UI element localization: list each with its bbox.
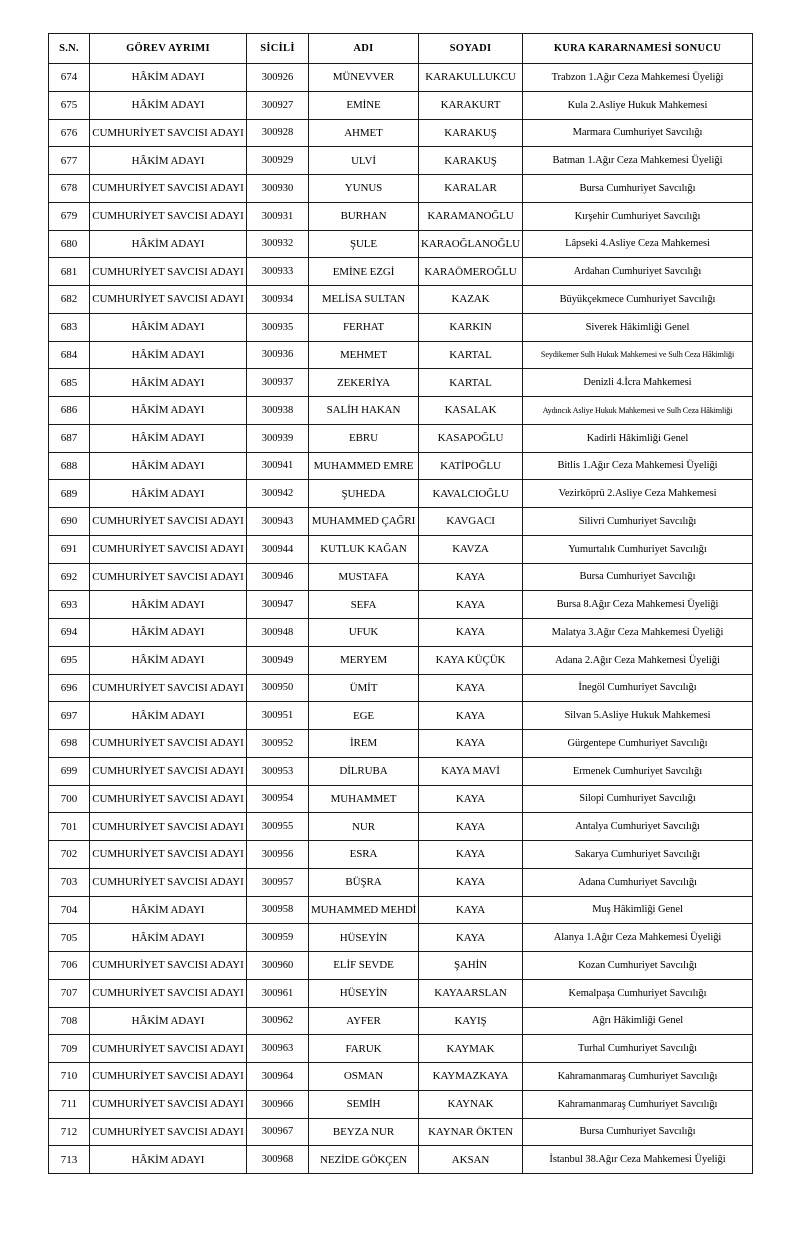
- cell-adi: ŞUHEDA: [309, 480, 419, 508]
- cell-soyadi: KAYNAR ÖKTEN: [419, 1118, 523, 1146]
- cell-gorev-ayrimi: CUMHURİYET SAVCISI ADAYI: [90, 119, 247, 147]
- table-row: [49, 646, 753, 674]
- cell-kura-sonucu: Bursa 8.Ağır Ceza Mahkemesi Üyeliği: [523, 591, 753, 619]
- cell-gorev-ayrimi: HÂKİM ADAYI: [90, 924, 247, 952]
- cell-sicili: 300964: [247, 1063, 309, 1091]
- column-header-kura-kararnamesi-sonucu: KURA KARARNAMESİ SONUCU: [523, 34, 753, 64]
- table-row: [49, 258, 753, 286]
- cell-gorev-ayrimi: HÂKİM ADAYI: [90, 896, 247, 924]
- cell-soyadi: KAVGACI: [419, 508, 523, 536]
- cell-adi: NEZİDE GÖKÇEN: [309, 1146, 419, 1174]
- cell-adi: MERYEM: [309, 646, 419, 674]
- cell-kura-sonucu: Ermenek Cumhuriyet Savcılığı: [523, 757, 753, 785]
- cell-adi: EMİNE: [309, 91, 419, 119]
- cell-adi: YUNUS: [309, 175, 419, 203]
- cell-kura-sonucu: Kahramanmaraş Cumhuriyet Savcılığı: [523, 1063, 753, 1091]
- cell-sn: 684: [49, 341, 90, 369]
- cell-kura-sonucu: İnegöl Cumhuriyet Savcılığı: [523, 674, 753, 702]
- cell-sn: 710: [49, 1063, 90, 1091]
- cell-sicili: 300960: [247, 952, 309, 980]
- cell-sn: 690: [49, 508, 90, 536]
- cell-gorev-ayrimi: CUMHURİYET SAVCISI ADAYI: [90, 202, 247, 230]
- table-row: [49, 147, 753, 175]
- cell-gorev-ayrimi: CUMHURİYET SAVCISI ADAYI: [90, 841, 247, 869]
- table-row: [49, 202, 753, 230]
- cell-adi: SEFA: [309, 591, 419, 619]
- cell-soyadi: KAYA: [419, 563, 523, 591]
- cell-sicili: 300931: [247, 202, 309, 230]
- cell-adi: MUSTAFA: [309, 563, 419, 591]
- cell-gorev-ayrimi: CUMHURİYET SAVCISI ADAYI: [90, 175, 247, 203]
- cell-sn: 693: [49, 591, 90, 619]
- cell-soyadi: KATİPOĞLU: [419, 452, 523, 480]
- cell-soyadi: KASALAK: [419, 397, 523, 425]
- cell-adi: MÜNEVVER: [309, 64, 419, 92]
- cell-kura-sonucu: Marmara Cumhuriyet Savcılığı: [523, 119, 753, 147]
- cell-sn: 675: [49, 91, 90, 119]
- cell-sn: 712: [49, 1118, 90, 1146]
- cell-gorev-ayrimi: CUMHURİYET SAVCISI ADAYI: [90, 674, 247, 702]
- cell-sn: 706: [49, 952, 90, 980]
- cell-sicili: 300946: [247, 563, 309, 591]
- cell-adi: AHMET: [309, 119, 419, 147]
- cell-kura-sonucu: Kemalpaşa Cumhuriyet Savcılığı: [523, 979, 753, 1007]
- table-row: [49, 508, 753, 536]
- cell-kura-sonucu: Aydıncık Asliye Hukuk Mahkemesi ve Sulh Ceza Hâkimliği: [523, 397, 753, 425]
- cell-sicili: 300952: [247, 730, 309, 758]
- cell-sn: 699: [49, 757, 90, 785]
- cell-kura-sonucu: Bitlis 1.Ağır Ceza Mahkemesi Üyeliği: [523, 452, 753, 480]
- cell-sicili: 300968: [247, 1146, 309, 1174]
- table-header: [49, 34, 753, 64]
- cell-gorev-ayrimi: CUMHURİYET SAVCISI ADAYI: [90, 258, 247, 286]
- table-row: [49, 1007, 753, 1035]
- cell-gorev-ayrimi: CUMHURİYET SAVCISI ADAYI: [90, 757, 247, 785]
- table-row: [49, 785, 753, 813]
- cell-soyadi: KAYA: [419, 896, 523, 924]
- cell-sicili: 300935: [247, 313, 309, 341]
- cell-soyadi: KARAKUŞ: [419, 119, 523, 147]
- cell-sn: 691: [49, 535, 90, 563]
- cell-kura-sonucu: Seydikemer Sulh Hukuk Mahkemesi ve Sulh Ceza Hâkimliği: [523, 341, 753, 369]
- cell-sicili: 300937: [247, 369, 309, 397]
- cell-sn: 682: [49, 286, 90, 314]
- cell-kura-sonucu: Bursa Cumhuriyet Savcılığı: [523, 175, 753, 203]
- cell-sn: 702: [49, 841, 90, 869]
- cell-adi: MUHAMMED MEHDİ: [309, 896, 419, 924]
- cell-kura-sonucu: Kırşehir Cumhuriyet Savcılığı: [523, 202, 753, 230]
- cell-soyadi: KAYA: [419, 841, 523, 869]
- cell-sicili: 300939: [247, 424, 309, 452]
- cell-gorev-ayrimi: HÂKİM ADAYI: [90, 91, 247, 119]
- cell-soyadi: KARAMANOĞLU: [419, 202, 523, 230]
- cell-sn: 676: [49, 119, 90, 147]
- cell-kura-sonucu: Silivri Cumhuriyet Savcılığı: [523, 508, 753, 536]
- cell-sicili: 300947: [247, 591, 309, 619]
- table-row: [49, 119, 753, 147]
- table-row: [49, 175, 753, 203]
- table-row: [49, 91, 753, 119]
- cell-adi: EMİNE EZGİ: [309, 258, 419, 286]
- cell-adi: ÜMİT: [309, 674, 419, 702]
- cell-adi: UFUK: [309, 619, 419, 647]
- cell-soyadi: AKSAN: [419, 1146, 523, 1174]
- column-header-soyadi: SOYADI: [419, 34, 523, 64]
- cell-sn: 696: [49, 674, 90, 702]
- cell-soyadi: KAVALCIOĞLU: [419, 480, 523, 508]
- cell-sicili: 300956: [247, 841, 309, 869]
- cell-sicili: 300934: [247, 286, 309, 314]
- cell-kura-sonucu: Batman 1.Ağır Ceza Mahkemesi Üyeliği: [523, 147, 753, 175]
- cell-kura-sonucu: Adana Cumhuriyet Savcılığı: [523, 868, 753, 896]
- cell-gorev-ayrimi: CUMHURİYET SAVCISI ADAYI: [90, 286, 247, 314]
- cell-soyadi: KARAOĞLANOĞLU: [419, 230, 523, 258]
- table-row: [49, 535, 753, 563]
- cell-gorev-ayrimi: CUMHURİYET SAVCISI ADAYI: [90, 1063, 247, 1091]
- cell-adi: OSMAN: [309, 1063, 419, 1091]
- cell-sn: 686: [49, 397, 90, 425]
- cell-sicili: 300955: [247, 813, 309, 841]
- cell-sn: 674: [49, 64, 90, 92]
- cell-gorev-ayrimi: HÂKİM ADAYI: [90, 702, 247, 730]
- cell-kura-sonucu: Büyükçekmece Cumhuriyet Savcılığı: [523, 286, 753, 314]
- column-header-adi: ADI: [309, 34, 419, 64]
- cell-sn: 705: [49, 924, 90, 952]
- cell-kura-sonucu: Muş Hâkimliği Genel: [523, 896, 753, 924]
- cell-sicili: 300942: [247, 480, 309, 508]
- cell-soyadi: KAYA: [419, 674, 523, 702]
- cell-soyadi: KAYA: [419, 619, 523, 647]
- cell-soyadi: KAYA: [419, 702, 523, 730]
- cell-sn: 683: [49, 313, 90, 341]
- cell-sicili: 300930: [247, 175, 309, 203]
- cell-sn: 703: [49, 868, 90, 896]
- cell-sn: 698: [49, 730, 90, 758]
- cell-adi: ELİF SEVDE: [309, 952, 419, 980]
- cell-soyadi: KAVZA: [419, 535, 523, 563]
- cell-gorev-ayrimi: HÂKİM ADAYI: [90, 424, 247, 452]
- cell-soyadi: KAYA: [419, 730, 523, 758]
- table-row: [49, 591, 753, 619]
- table-row: [49, 452, 753, 480]
- cell-kura-sonucu: Bursa Cumhuriyet Savcılığı: [523, 563, 753, 591]
- table-row: [49, 841, 753, 869]
- cell-sn: 687: [49, 424, 90, 452]
- cell-sn: 713: [49, 1146, 90, 1174]
- cell-sicili: 300954: [247, 785, 309, 813]
- cell-adi: EBRU: [309, 424, 419, 452]
- cell-gorev-ayrimi: CUMHURİYET SAVCISI ADAYI: [90, 563, 247, 591]
- cell-gorev-ayrimi: CUMHURİYET SAVCISI ADAYI: [90, 1035, 247, 1063]
- cell-sn: 701: [49, 813, 90, 841]
- cell-kura-sonucu: Ardahan Cumhuriyet Savcılığı: [523, 258, 753, 286]
- cell-gorev-ayrimi: CUMHURİYET SAVCISI ADAYI: [90, 952, 247, 980]
- cell-adi: ŞULE: [309, 230, 419, 258]
- cell-sicili: 300953: [247, 757, 309, 785]
- cell-sicili: 300961: [247, 979, 309, 1007]
- cell-sn: 677: [49, 147, 90, 175]
- cell-adi: BEYZA NUR: [309, 1118, 419, 1146]
- cell-soyadi: KAYMAK: [419, 1035, 523, 1063]
- table-row: [49, 702, 753, 730]
- cell-gorev-ayrimi: CUMHURİYET SAVCISI ADAYI: [90, 508, 247, 536]
- cell-kura-sonucu: Kozan Cumhuriyet Savcılığı: [523, 952, 753, 980]
- cell-soyadi: KASAPOĞLU: [419, 424, 523, 452]
- cell-adi: ZEKERİYA: [309, 369, 419, 397]
- cell-sn: 694: [49, 619, 90, 647]
- cell-kura-sonucu: Gürgentepe Cumhuriyet Savcılığı: [523, 730, 753, 758]
- cell-kura-sonucu: İstanbul 38.Ağır Ceza Mahkemesi Üyeliği: [523, 1146, 753, 1174]
- cell-gorev-ayrimi: CUMHURİYET SAVCISI ADAYI: [90, 868, 247, 896]
- cell-adi: MEHMET: [309, 341, 419, 369]
- cell-soyadi: KAYA: [419, 591, 523, 619]
- cell-sicili: 300928: [247, 119, 309, 147]
- cell-sn: 700: [49, 785, 90, 813]
- table-row: [49, 480, 753, 508]
- cell-adi: DİLRUBA: [309, 757, 419, 785]
- cell-sn: 711: [49, 1090, 90, 1118]
- table-row: [49, 230, 753, 258]
- cell-adi: FARUK: [309, 1035, 419, 1063]
- cell-adi: HÜSEYİN: [309, 979, 419, 1007]
- cell-soyadi: KARAKURT: [419, 91, 523, 119]
- cell-sn: 689: [49, 480, 90, 508]
- cell-sicili: 300944: [247, 535, 309, 563]
- cell-kura-sonucu: Kadirli Hâkimliği Genel: [523, 424, 753, 452]
- cell-sicili: 300949: [247, 646, 309, 674]
- cell-sn: 685: [49, 369, 90, 397]
- table-row: [49, 64, 753, 92]
- cell-gorev-ayrimi: HÂKİM ADAYI: [90, 646, 247, 674]
- table-row: [49, 813, 753, 841]
- column-header-gorev-ayrimi: GÖREV AYRIMI: [90, 34, 247, 64]
- table-row: [49, 674, 753, 702]
- cell-sicili: 300936: [247, 341, 309, 369]
- cell-soyadi: KAYA MAVİ: [419, 757, 523, 785]
- table-row: [49, 1090, 753, 1118]
- cell-kura-sonucu: Lâpseki 4.Asliye Ceza Mahkemesi: [523, 230, 753, 258]
- cell-kura-sonucu: Kahramanmaraş Cumhuriyet Savcılığı: [523, 1090, 753, 1118]
- cell-kura-sonucu: Antalya Cumhuriyet Savcılığı: [523, 813, 753, 841]
- table-row: [49, 1035, 753, 1063]
- table-row: [49, 952, 753, 980]
- cell-gorev-ayrimi: HÂKİM ADAYI: [90, 369, 247, 397]
- cell-kura-sonucu: Yumurtalık Cumhuriyet Savcılığı: [523, 535, 753, 563]
- cell-sicili: 300941: [247, 452, 309, 480]
- cell-sn: 692: [49, 563, 90, 591]
- cell-soyadi: KARAÖMEROĞLU: [419, 258, 523, 286]
- cell-soyadi: ŞAHİN: [419, 952, 523, 980]
- cell-sicili: 300966: [247, 1090, 309, 1118]
- cell-soyadi: KAYA: [419, 785, 523, 813]
- cell-sn: 678: [49, 175, 90, 203]
- cell-adi: NUR: [309, 813, 419, 841]
- cell-kura-sonucu: Siverek Hâkimliği Genel: [523, 313, 753, 341]
- cell-sn: 697: [49, 702, 90, 730]
- cell-sn: 688: [49, 452, 90, 480]
- cell-gorev-ayrimi: CUMHURİYET SAVCISI ADAYI: [90, 813, 247, 841]
- table-row: [49, 979, 753, 1007]
- cell-gorev-ayrimi: CUMHURİYET SAVCISI ADAYI: [90, 785, 247, 813]
- cell-kura-sonucu: Turhal Cumhuriyet Savcılığı: [523, 1035, 753, 1063]
- cell-soyadi: KARAKUŞ: [419, 147, 523, 175]
- cell-adi: ULVİ: [309, 147, 419, 175]
- cell-soyadi: KAZAK: [419, 286, 523, 314]
- cell-gorev-ayrimi: HÂKİM ADAYI: [90, 480, 247, 508]
- table-row: [49, 619, 753, 647]
- cell-kura-sonucu: Denizli 4.İcra Mahkemesi: [523, 369, 753, 397]
- cell-kura-sonucu: Adana 2.Ağır Ceza Mahkemesi Üyeliği: [523, 646, 753, 674]
- cell-gorev-ayrimi: HÂKİM ADAYI: [90, 147, 247, 175]
- cell-sicili: 300927: [247, 91, 309, 119]
- cell-sicili: 300929: [247, 147, 309, 175]
- cell-sicili: 300938: [247, 397, 309, 425]
- cell-adi: HÜSEYİN: [309, 924, 419, 952]
- cell-adi: MELİSA SULTAN: [309, 286, 419, 314]
- cell-sn: 695: [49, 646, 90, 674]
- cell-adi: İREM: [309, 730, 419, 758]
- table-row: [49, 1118, 753, 1146]
- cell-soyadi: KARKIN: [419, 313, 523, 341]
- cell-kura-sonucu: Vezirköprü 2.Asliye Ceza Mahkemesi: [523, 480, 753, 508]
- cell-sicili: 300962: [247, 1007, 309, 1035]
- cell-soyadi: KAYA: [419, 813, 523, 841]
- cell-gorev-ayrimi: HÂKİM ADAYI: [90, 591, 247, 619]
- cell-kura-sonucu: Bursa Cumhuriyet Savcılığı: [523, 1118, 753, 1146]
- cell-soyadi: KAYNAK: [419, 1090, 523, 1118]
- cell-adi: ESRA: [309, 841, 419, 869]
- column-header-sicili: SİCİLİ: [247, 34, 309, 64]
- cell-gorev-ayrimi: HÂKİM ADAYI: [90, 1007, 247, 1035]
- table-body: [49, 64, 753, 1174]
- table-row: [49, 369, 753, 397]
- cell-adi: MUHAMMED EMRE: [309, 452, 419, 480]
- cell-sn: 681: [49, 258, 90, 286]
- cell-sicili: 300958: [247, 896, 309, 924]
- cell-adi: KUTLUK KAĞAN: [309, 535, 419, 563]
- cell-soyadi: KARTAL: [419, 341, 523, 369]
- cell-soyadi: KAYAARSLAN: [419, 979, 523, 1007]
- cell-sn: 680: [49, 230, 90, 258]
- cell-sicili: 300951: [247, 702, 309, 730]
- cell-kura-sonucu: Kula 2.Asliye Hukuk Mahkemesi: [523, 91, 753, 119]
- cell-kura-sonucu: Silopi Cumhuriyet Savcılığı: [523, 785, 753, 813]
- cell-soyadi: KAYMAZKAYA: [419, 1063, 523, 1091]
- cell-gorev-ayrimi: HÂKİM ADAYI: [90, 452, 247, 480]
- cell-adi: BURHAN: [309, 202, 419, 230]
- cell-sicili: 300957: [247, 868, 309, 896]
- cell-kura-sonucu: Trabzon 1.Ağır Ceza Mahkemesi Üyeliği: [523, 64, 753, 92]
- cell-soyadi: KAYA KÜÇÜK: [419, 646, 523, 674]
- cell-gorev-ayrimi: HÂKİM ADAYI: [90, 230, 247, 258]
- table-row: [49, 757, 753, 785]
- table-row: [49, 424, 753, 452]
- cell-sn: 708: [49, 1007, 90, 1035]
- cell-kura-sonucu: Alanya 1.Ağır Ceza Mahkemesi Üyeliği: [523, 924, 753, 952]
- cell-gorev-ayrimi: HÂKİM ADAYI: [90, 619, 247, 647]
- cell-soyadi: KAYA: [419, 924, 523, 952]
- cell-sn: 679: [49, 202, 90, 230]
- cell-soyadi: KAYA: [419, 868, 523, 896]
- cell-sicili: 300967: [247, 1118, 309, 1146]
- table-header-row: [49, 34, 753, 64]
- cell-kura-sonucu: Silvan 5.Asliye Hukuk Mahkemesi: [523, 702, 753, 730]
- cell-gorev-ayrimi: CUMHURİYET SAVCISI ADAYI: [90, 979, 247, 1007]
- cell-sicili: 300948: [247, 619, 309, 647]
- cell-adi: MUHAMMET: [309, 785, 419, 813]
- cell-sicili: 300932: [247, 230, 309, 258]
- cell-kura-sonucu: Ağrı Hâkimliği Genel: [523, 1007, 753, 1035]
- kura-kararnamesi-table: [48, 33, 753, 1174]
- cell-sicili: 300959: [247, 924, 309, 952]
- cell-gorev-ayrimi: HÂKİM ADAYI: [90, 341, 247, 369]
- table-row: [49, 286, 753, 314]
- cell-gorev-ayrimi: HÂKİM ADAYI: [90, 397, 247, 425]
- cell-sn: 707: [49, 979, 90, 1007]
- table-row: [49, 868, 753, 896]
- table-row: [49, 1146, 753, 1174]
- table-row: [49, 896, 753, 924]
- cell-gorev-ayrimi: CUMHURİYET SAVCISI ADAYI: [90, 1118, 247, 1146]
- cell-gorev-ayrimi: CUMHURİYET SAVCISI ADAYI: [90, 1090, 247, 1118]
- cell-gorev-ayrimi: HÂKİM ADAYI: [90, 64, 247, 92]
- cell-sicili: 300926: [247, 64, 309, 92]
- cell-soyadi: KAYIŞ: [419, 1007, 523, 1035]
- cell-soyadi: KARAKULLUKCU: [419, 64, 523, 92]
- cell-kura-sonucu: Malatya 3.Ağır Ceza Mahkemesi Üyeliği: [523, 619, 753, 647]
- cell-adi: FERHAT: [309, 313, 419, 341]
- cell-adi: AYFER: [309, 1007, 419, 1035]
- cell-kura-sonucu: Sakarya Cumhuriyet Savcılığı: [523, 841, 753, 869]
- table-row: [49, 730, 753, 758]
- cell-adi: BÜŞRA: [309, 868, 419, 896]
- cell-sicili: 300950: [247, 674, 309, 702]
- cell-soyadi: KARTAL: [419, 369, 523, 397]
- table-row: [49, 563, 753, 591]
- cell-gorev-ayrimi: HÂKİM ADAYI: [90, 313, 247, 341]
- cell-adi: MUHAMMED ÇAĞRI: [309, 508, 419, 536]
- cell-gorev-ayrimi: CUMHURİYET SAVCISI ADAYI: [90, 730, 247, 758]
- table-row: [49, 397, 753, 425]
- column-header-sn: S.N.: [49, 34, 90, 64]
- cell-soyadi: KARALAR: [419, 175, 523, 203]
- cell-sicili: 300943: [247, 508, 309, 536]
- cell-sn: 709: [49, 1035, 90, 1063]
- table-row: [49, 1063, 753, 1091]
- cell-adi: EGE: [309, 702, 419, 730]
- cell-adi: SALİH HAKAN: [309, 397, 419, 425]
- table-row: [49, 313, 753, 341]
- cell-sn: 704: [49, 896, 90, 924]
- cell-adi: SEMİH: [309, 1090, 419, 1118]
- cell-sicili: 300933: [247, 258, 309, 286]
- table-row: [49, 341, 753, 369]
- cell-sicili: 300963: [247, 1035, 309, 1063]
- table-row: [49, 924, 753, 952]
- cell-gorev-ayrimi: HÂKİM ADAYI: [90, 1146, 247, 1174]
- cell-gorev-ayrimi: CUMHURİYET SAVCISI ADAYI: [90, 535, 247, 563]
